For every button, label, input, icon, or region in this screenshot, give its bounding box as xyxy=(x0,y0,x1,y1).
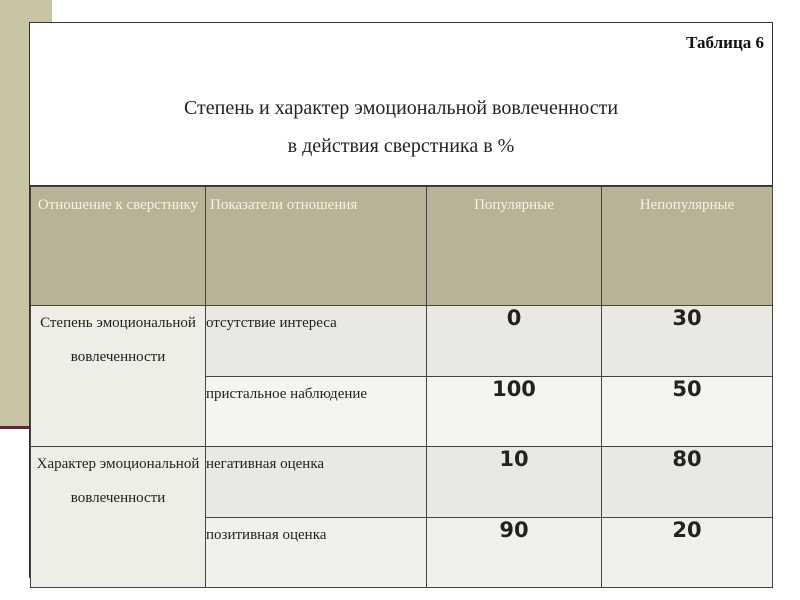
unpopular-value: 30 xyxy=(602,306,773,377)
table-row xyxy=(31,447,773,518)
popular-value: 10 xyxy=(427,447,602,518)
unpopular-value: 80 xyxy=(602,447,773,518)
indicator-cell: негативная оценка xyxy=(206,447,427,518)
unpopular-value: 50 xyxy=(602,377,773,447)
unpopular-value: 20 xyxy=(602,518,773,588)
popular-value: 90 xyxy=(427,518,602,588)
indicator-cell: позитивная оценка xyxy=(206,518,427,588)
category-cell: Степень эмоциональной вовлеченности xyxy=(31,306,206,447)
table-row xyxy=(31,306,773,377)
header-indicators: Показатели отношения xyxy=(206,187,427,306)
table-number: Таблица 6 xyxy=(686,33,764,52)
table-caption-line-1: Степень и характер эмоциональной вовлеченности xyxy=(183,97,619,119)
header-popular: Популярные xyxy=(427,187,602,306)
indicator-cell: отсутствие интереса xyxy=(206,306,427,377)
header-unpopular: Непопулярные xyxy=(602,187,773,306)
table-header-row xyxy=(31,187,773,306)
popular-value: 0 xyxy=(427,306,602,377)
document-sheet xyxy=(29,22,773,578)
data-table xyxy=(30,186,773,588)
header-attitude: Отношение к сверстнику xyxy=(31,187,206,306)
indicator-cell: пристальное наблюдение xyxy=(206,377,427,447)
table-title-area xyxy=(30,23,772,186)
table-caption-line-2: в действия сверстника в % xyxy=(287,135,515,157)
category-cell: Характер эмоциональной вовлеченности xyxy=(31,447,206,588)
popular-value: 100 xyxy=(427,377,602,447)
